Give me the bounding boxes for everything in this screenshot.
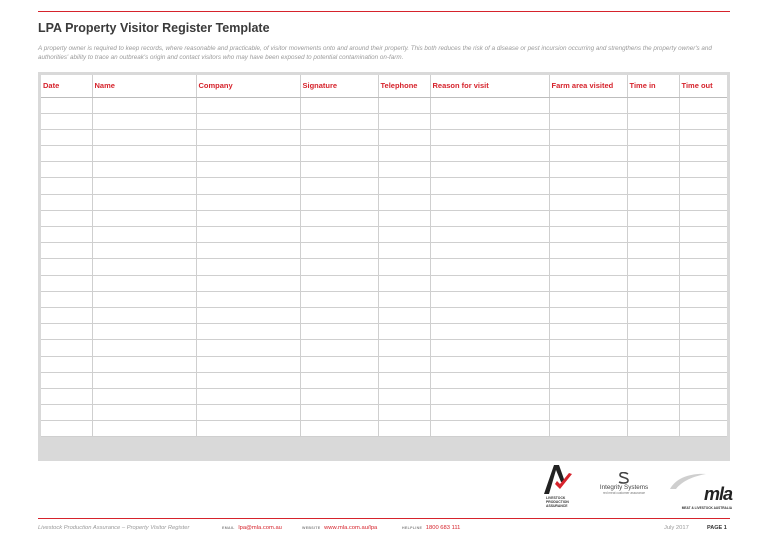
register-cell[interactable] xyxy=(92,129,196,145)
table-row xyxy=(41,307,727,323)
register-cell[interactable] xyxy=(549,372,627,388)
logo-strip xyxy=(540,462,730,512)
footer-helpline-label: HELPLINE xyxy=(402,526,423,530)
register-cell[interactable] xyxy=(41,227,92,243)
register-cell[interactable] xyxy=(378,243,430,259)
table-row xyxy=(41,129,727,145)
lpa-logo-text: LIVESTOCK PRODUCTION ASSURANCE xyxy=(546,496,569,508)
register-cell[interactable] xyxy=(92,162,196,178)
register-cell[interactable] xyxy=(41,113,92,129)
register-cell[interactable] xyxy=(549,405,627,421)
register-cell[interactable] xyxy=(378,356,430,372)
footer-website-link[interactable]: www.mla.com.au/lpa xyxy=(324,525,378,531)
register-cell[interactable] xyxy=(430,291,549,307)
register-cell[interactable] xyxy=(627,291,679,307)
footer-helpline-number: 1800 683 111 xyxy=(425,525,461,531)
register-cell[interactable] xyxy=(549,146,627,162)
register-cell[interactable] xyxy=(430,405,549,421)
register-cell[interactable] xyxy=(430,307,549,323)
integrity-systems-logo xyxy=(590,470,658,510)
register-cell[interactable] xyxy=(549,324,627,340)
register-cell[interactable] xyxy=(196,340,300,356)
register-cell[interactable] xyxy=(627,113,679,129)
register-cell[interactable] xyxy=(300,162,378,178)
register-cell[interactable] xyxy=(300,340,378,356)
register-cell[interactable] xyxy=(627,243,679,259)
register-cell[interactable] xyxy=(679,388,727,404)
register-cell[interactable] xyxy=(679,356,727,372)
register-cell[interactable] xyxy=(41,146,92,162)
register-cell[interactable] xyxy=(92,113,196,129)
register-cell[interactable] xyxy=(549,178,627,194)
register-cell[interactable] xyxy=(41,259,92,275)
register-table-frame xyxy=(38,72,730,461)
register-cell[interactable] xyxy=(627,421,679,437)
lpa-tick-icon xyxy=(540,462,574,496)
register-cell[interactable] xyxy=(300,405,378,421)
register-cell[interactable] xyxy=(430,97,549,113)
register-cell[interactable] xyxy=(627,227,679,243)
register-cell[interactable] xyxy=(627,307,679,323)
register-cell[interactable] xyxy=(378,178,430,194)
register-cell[interactable] xyxy=(430,340,549,356)
register-cell[interactable] xyxy=(627,129,679,145)
register-cell[interactable] xyxy=(430,421,549,437)
table-row xyxy=(41,243,727,259)
register-cell[interactable] xyxy=(627,405,679,421)
register-cell[interactable] xyxy=(378,388,430,404)
register-cell[interactable] xyxy=(378,340,430,356)
register-cell[interactable] xyxy=(378,259,430,275)
register-cell[interactable] xyxy=(679,129,727,145)
register-cell[interactable] xyxy=(549,243,627,259)
register-cell[interactable] xyxy=(41,275,92,291)
register-cell[interactable] xyxy=(549,291,627,307)
table-row xyxy=(41,194,727,210)
register-cell[interactable] xyxy=(627,356,679,372)
register-cell[interactable] xyxy=(196,97,300,113)
register-cell[interactable] xyxy=(196,275,300,291)
register-cell[interactable] xyxy=(627,275,679,291)
register-cell[interactable] xyxy=(679,275,727,291)
mla-wordmark: mla xyxy=(703,484,732,504)
table-row xyxy=(41,227,727,243)
register-cell[interactable] xyxy=(679,421,727,437)
register-cell[interactable] xyxy=(92,275,196,291)
table-row xyxy=(41,275,727,291)
register-cell[interactable] xyxy=(41,372,92,388)
register-cell[interactable] xyxy=(196,388,300,404)
register-cell[interactable] xyxy=(549,340,627,356)
register-cell[interactable] xyxy=(92,307,196,323)
register-cell[interactable] xyxy=(430,372,549,388)
col-header-name: Name xyxy=(92,75,196,97)
register-cell[interactable] xyxy=(92,97,196,113)
register-cell[interactable] xyxy=(679,162,727,178)
register-cell[interactable] xyxy=(378,227,430,243)
register-cell[interactable] xyxy=(41,307,92,323)
register-cell[interactable] xyxy=(300,307,378,323)
footer-website xyxy=(302,525,377,531)
register-cell[interactable] xyxy=(196,113,300,129)
visitor-register-table xyxy=(41,75,727,437)
register-cell[interactable] xyxy=(92,243,196,259)
register-cell[interactable] xyxy=(430,227,549,243)
register-cell[interactable] xyxy=(196,372,300,388)
register-cell[interactable] xyxy=(300,372,378,388)
table-row xyxy=(41,421,727,437)
table-row xyxy=(41,388,727,404)
register-cell[interactable] xyxy=(627,97,679,113)
register-cell[interactable] xyxy=(196,421,300,437)
register-cell[interactable] xyxy=(378,97,430,113)
register-cell[interactable] xyxy=(196,243,300,259)
table-row xyxy=(41,97,727,113)
col-header-time-in: Time in xyxy=(627,75,679,97)
register-cell[interactable] xyxy=(41,97,92,113)
register-cell[interactable] xyxy=(41,194,92,210)
register-cell[interactable] xyxy=(300,421,378,437)
register-cell[interactable] xyxy=(627,178,679,194)
register-cell[interactable] xyxy=(627,324,679,340)
register-cell[interactable] xyxy=(92,259,196,275)
footer-website-label: WEBSITE xyxy=(302,526,321,530)
table-row xyxy=(41,405,727,421)
register-cell[interactable] xyxy=(627,259,679,275)
register-cell[interactable] xyxy=(378,421,430,437)
register-body xyxy=(41,97,727,437)
register-cell[interactable] xyxy=(92,210,196,226)
register-cell[interactable] xyxy=(41,129,92,145)
table-row xyxy=(41,146,727,162)
register-cell[interactable] xyxy=(41,243,92,259)
integrity-systems-name: Integrity Systems xyxy=(599,484,649,491)
register-cell[interactable] xyxy=(679,259,727,275)
register-cell[interactable] xyxy=(41,340,92,356)
register-cell[interactable] xyxy=(378,146,430,162)
register-cell[interactable] xyxy=(378,307,430,323)
register-cell[interactable] xyxy=(300,356,378,372)
register-cell[interactable] xyxy=(92,324,196,340)
register-cell[interactable] xyxy=(549,356,627,372)
table-row xyxy=(41,210,727,226)
register-cell[interactable] xyxy=(549,162,627,178)
register-cell[interactable] xyxy=(92,340,196,356)
table-row xyxy=(41,259,727,275)
register-cell[interactable] xyxy=(41,388,92,404)
register-cell[interactable] xyxy=(430,324,549,340)
footer-page-number: PAGE 1 xyxy=(707,525,727,531)
register-cell[interactable] xyxy=(300,243,378,259)
register-cell[interactable] xyxy=(679,291,727,307)
register-cell[interactable] xyxy=(92,146,196,162)
register-cell[interactable] xyxy=(679,146,727,162)
register-cell[interactable] xyxy=(549,259,627,275)
register-cell[interactable] xyxy=(196,405,300,421)
register-cell[interactable] xyxy=(549,307,627,323)
register-cell[interactable] xyxy=(627,372,679,388)
register-cell[interactable] xyxy=(430,243,549,259)
register-cell[interactable] xyxy=(679,307,727,323)
register-cell[interactable] xyxy=(378,129,430,145)
register-cell[interactable] xyxy=(430,259,549,275)
register-cell[interactable] xyxy=(549,97,627,113)
register-cell[interactable] xyxy=(300,146,378,162)
register-cell[interactable] xyxy=(92,421,196,437)
footer-email xyxy=(222,525,282,531)
register-cell[interactable] xyxy=(196,129,300,145)
register-cell[interactable] xyxy=(300,129,378,145)
register-cell[interactable] xyxy=(300,97,378,113)
table-row xyxy=(41,162,727,178)
col-header-company: Company xyxy=(196,75,300,97)
register-cell[interactable] xyxy=(196,291,300,307)
register-cell[interactable] xyxy=(430,275,549,291)
register-cell[interactable] xyxy=(549,194,627,210)
register-cell[interactable] xyxy=(378,291,430,307)
page-title: LPA Property Visitor Register Template xyxy=(38,21,270,35)
register-cell[interactable] xyxy=(300,194,378,210)
register-cell[interactable] xyxy=(300,210,378,226)
register-cell[interactable] xyxy=(196,259,300,275)
register-cell[interactable] xyxy=(300,113,378,129)
register-cell[interactable] xyxy=(92,405,196,421)
col-header-telephone: Telephone xyxy=(378,75,430,97)
register-cell[interactable] xyxy=(196,194,300,210)
register-cell[interactable] xyxy=(549,388,627,404)
register-cell[interactable] xyxy=(378,372,430,388)
register-cell[interactable] xyxy=(378,405,430,421)
register-cell[interactable] xyxy=(196,356,300,372)
register-cell[interactable] xyxy=(679,405,727,421)
register-cell[interactable] xyxy=(300,324,378,340)
register-cell[interactable] xyxy=(679,113,727,129)
register-cell[interactable] xyxy=(196,146,300,162)
col-header-reason: Reason for visit xyxy=(430,75,549,97)
footer-helpline xyxy=(402,525,460,531)
register-cell[interactable] xyxy=(378,275,430,291)
register-cell[interactable] xyxy=(627,146,679,162)
register-cell[interactable] xyxy=(41,421,92,437)
register-cell[interactable] xyxy=(378,324,430,340)
register-cell[interactable] xyxy=(378,113,430,129)
register-cell[interactable] xyxy=(196,324,300,340)
register-cell[interactable] xyxy=(679,97,727,113)
footer-date: July 2017 xyxy=(664,525,689,531)
register-cell[interactable] xyxy=(549,210,627,226)
register-cell[interactable] xyxy=(430,210,549,226)
bottom-rule xyxy=(38,518,730,519)
register-cell[interactable] xyxy=(430,162,549,178)
register-cell[interactable] xyxy=(627,340,679,356)
table-row xyxy=(41,356,727,372)
register-cell[interactable] xyxy=(196,210,300,226)
register-cell[interactable] xyxy=(41,291,92,307)
register-cell[interactable] xyxy=(41,210,92,226)
register-cell[interactable] xyxy=(196,178,300,194)
register-cell[interactable] xyxy=(300,275,378,291)
register-cell[interactable] xyxy=(549,113,627,129)
register-cell[interactable] xyxy=(92,372,196,388)
register-cell[interactable] xyxy=(549,421,627,437)
register-cell[interactable] xyxy=(41,324,92,340)
header-row xyxy=(41,75,727,97)
register-cell[interactable] xyxy=(430,388,549,404)
register-cell[interactable] xyxy=(679,227,727,243)
table-row xyxy=(41,113,727,129)
mla-swoosh-icon xyxy=(668,472,708,490)
register-cell[interactable] xyxy=(430,178,549,194)
register-cell[interactable] xyxy=(679,210,727,226)
footer-document-name: Livestock Production Assurance – Property Visitor Register xyxy=(38,525,190,531)
register-cell[interactable] xyxy=(679,178,727,194)
register-cell[interactable] xyxy=(627,194,679,210)
register-cell[interactable] xyxy=(430,194,549,210)
register-cell[interactable] xyxy=(92,291,196,307)
register-cell[interactable] xyxy=(92,356,196,372)
mla-subtitle: MEAT & LIVESTOCK AUSTRALIA xyxy=(681,506,732,510)
register-cell[interactable] xyxy=(196,307,300,323)
register-cell[interactable] xyxy=(430,356,549,372)
col-header-signature: Signature xyxy=(300,75,378,97)
footer-email-label: EMAIL xyxy=(222,526,235,530)
register-cell[interactable] xyxy=(300,291,378,307)
intro-paragraph: A property owner is required to keep records, where reasonable and practicable, of visitor movements onto and around their property. This both reduces the risk of a disease or pest incursion occurring and strengthens the property owner's and authorities' ability to trace an outbreak's origin and contact visitors who may have been exposed to potential contamination on-farm. xyxy=(38,45,712,61)
register-cell[interactable] xyxy=(300,178,378,194)
table-row xyxy=(41,372,727,388)
register-cell[interactable] xyxy=(430,113,549,129)
register-cell[interactable] xyxy=(549,275,627,291)
col-header-farm-area: Farm area visited xyxy=(549,75,627,97)
register-cell[interactable] xyxy=(378,194,430,210)
register-cell[interactable] xyxy=(679,194,727,210)
register-cell[interactable] xyxy=(92,178,196,194)
register-cell[interactable] xyxy=(549,227,627,243)
register-cell[interactable] xyxy=(430,129,549,145)
register-cell[interactable] xyxy=(549,129,627,145)
register-cell[interactable] xyxy=(300,388,378,404)
table-row xyxy=(41,340,727,356)
register-cell[interactable] xyxy=(627,388,679,404)
register-cell[interactable] xyxy=(430,146,549,162)
register-cell[interactable] xyxy=(378,162,430,178)
table-row xyxy=(41,291,727,307)
footer-email-link[interactable]: lpa@mla.com.au xyxy=(238,525,282,531)
register-cell[interactable] xyxy=(41,356,92,372)
top-rule xyxy=(38,11,730,12)
register-cell[interactable] xyxy=(41,162,92,178)
integrity-s-icon xyxy=(617,472,631,484)
register-cell[interactable] xyxy=(679,340,727,356)
integrity-systems-sub: red meat customer assurance xyxy=(602,491,646,495)
register-cell[interactable] xyxy=(627,162,679,178)
lpa-logo xyxy=(540,462,580,510)
register-cell[interactable] xyxy=(41,178,92,194)
register-cell[interactable] xyxy=(300,227,378,243)
register-cell[interactable] xyxy=(196,227,300,243)
mla-logo xyxy=(664,472,732,510)
table-row xyxy=(41,178,727,194)
register-cell[interactable] xyxy=(41,405,92,421)
col-header-time-out: Time out xyxy=(679,75,727,97)
register-cell[interactable] xyxy=(92,227,196,243)
register-cell[interactable] xyxy=(92,388,196,404)
register-cell[interactable] xyxy=(196,162,300,178)
register-cell[interactable] xyxy=(300,259,378,275)
table-row xyxy=(41,324,727,340)
register-cell[interactable] xyxy=(679,324,727,340)
register-cell[interactable] xyxy=(378,210,430,226)
register-cell[interactable] xyxy=(92,194,196,210)
register-cell[interactable] xyxy=(679,372,727,388)
col-header-date: Date xyxy=(41,75,92,97)
register-cell[interactable] xyxy=(627,210,679,226)
register-cell[interactable] xyxy=(679,243,727,259)
